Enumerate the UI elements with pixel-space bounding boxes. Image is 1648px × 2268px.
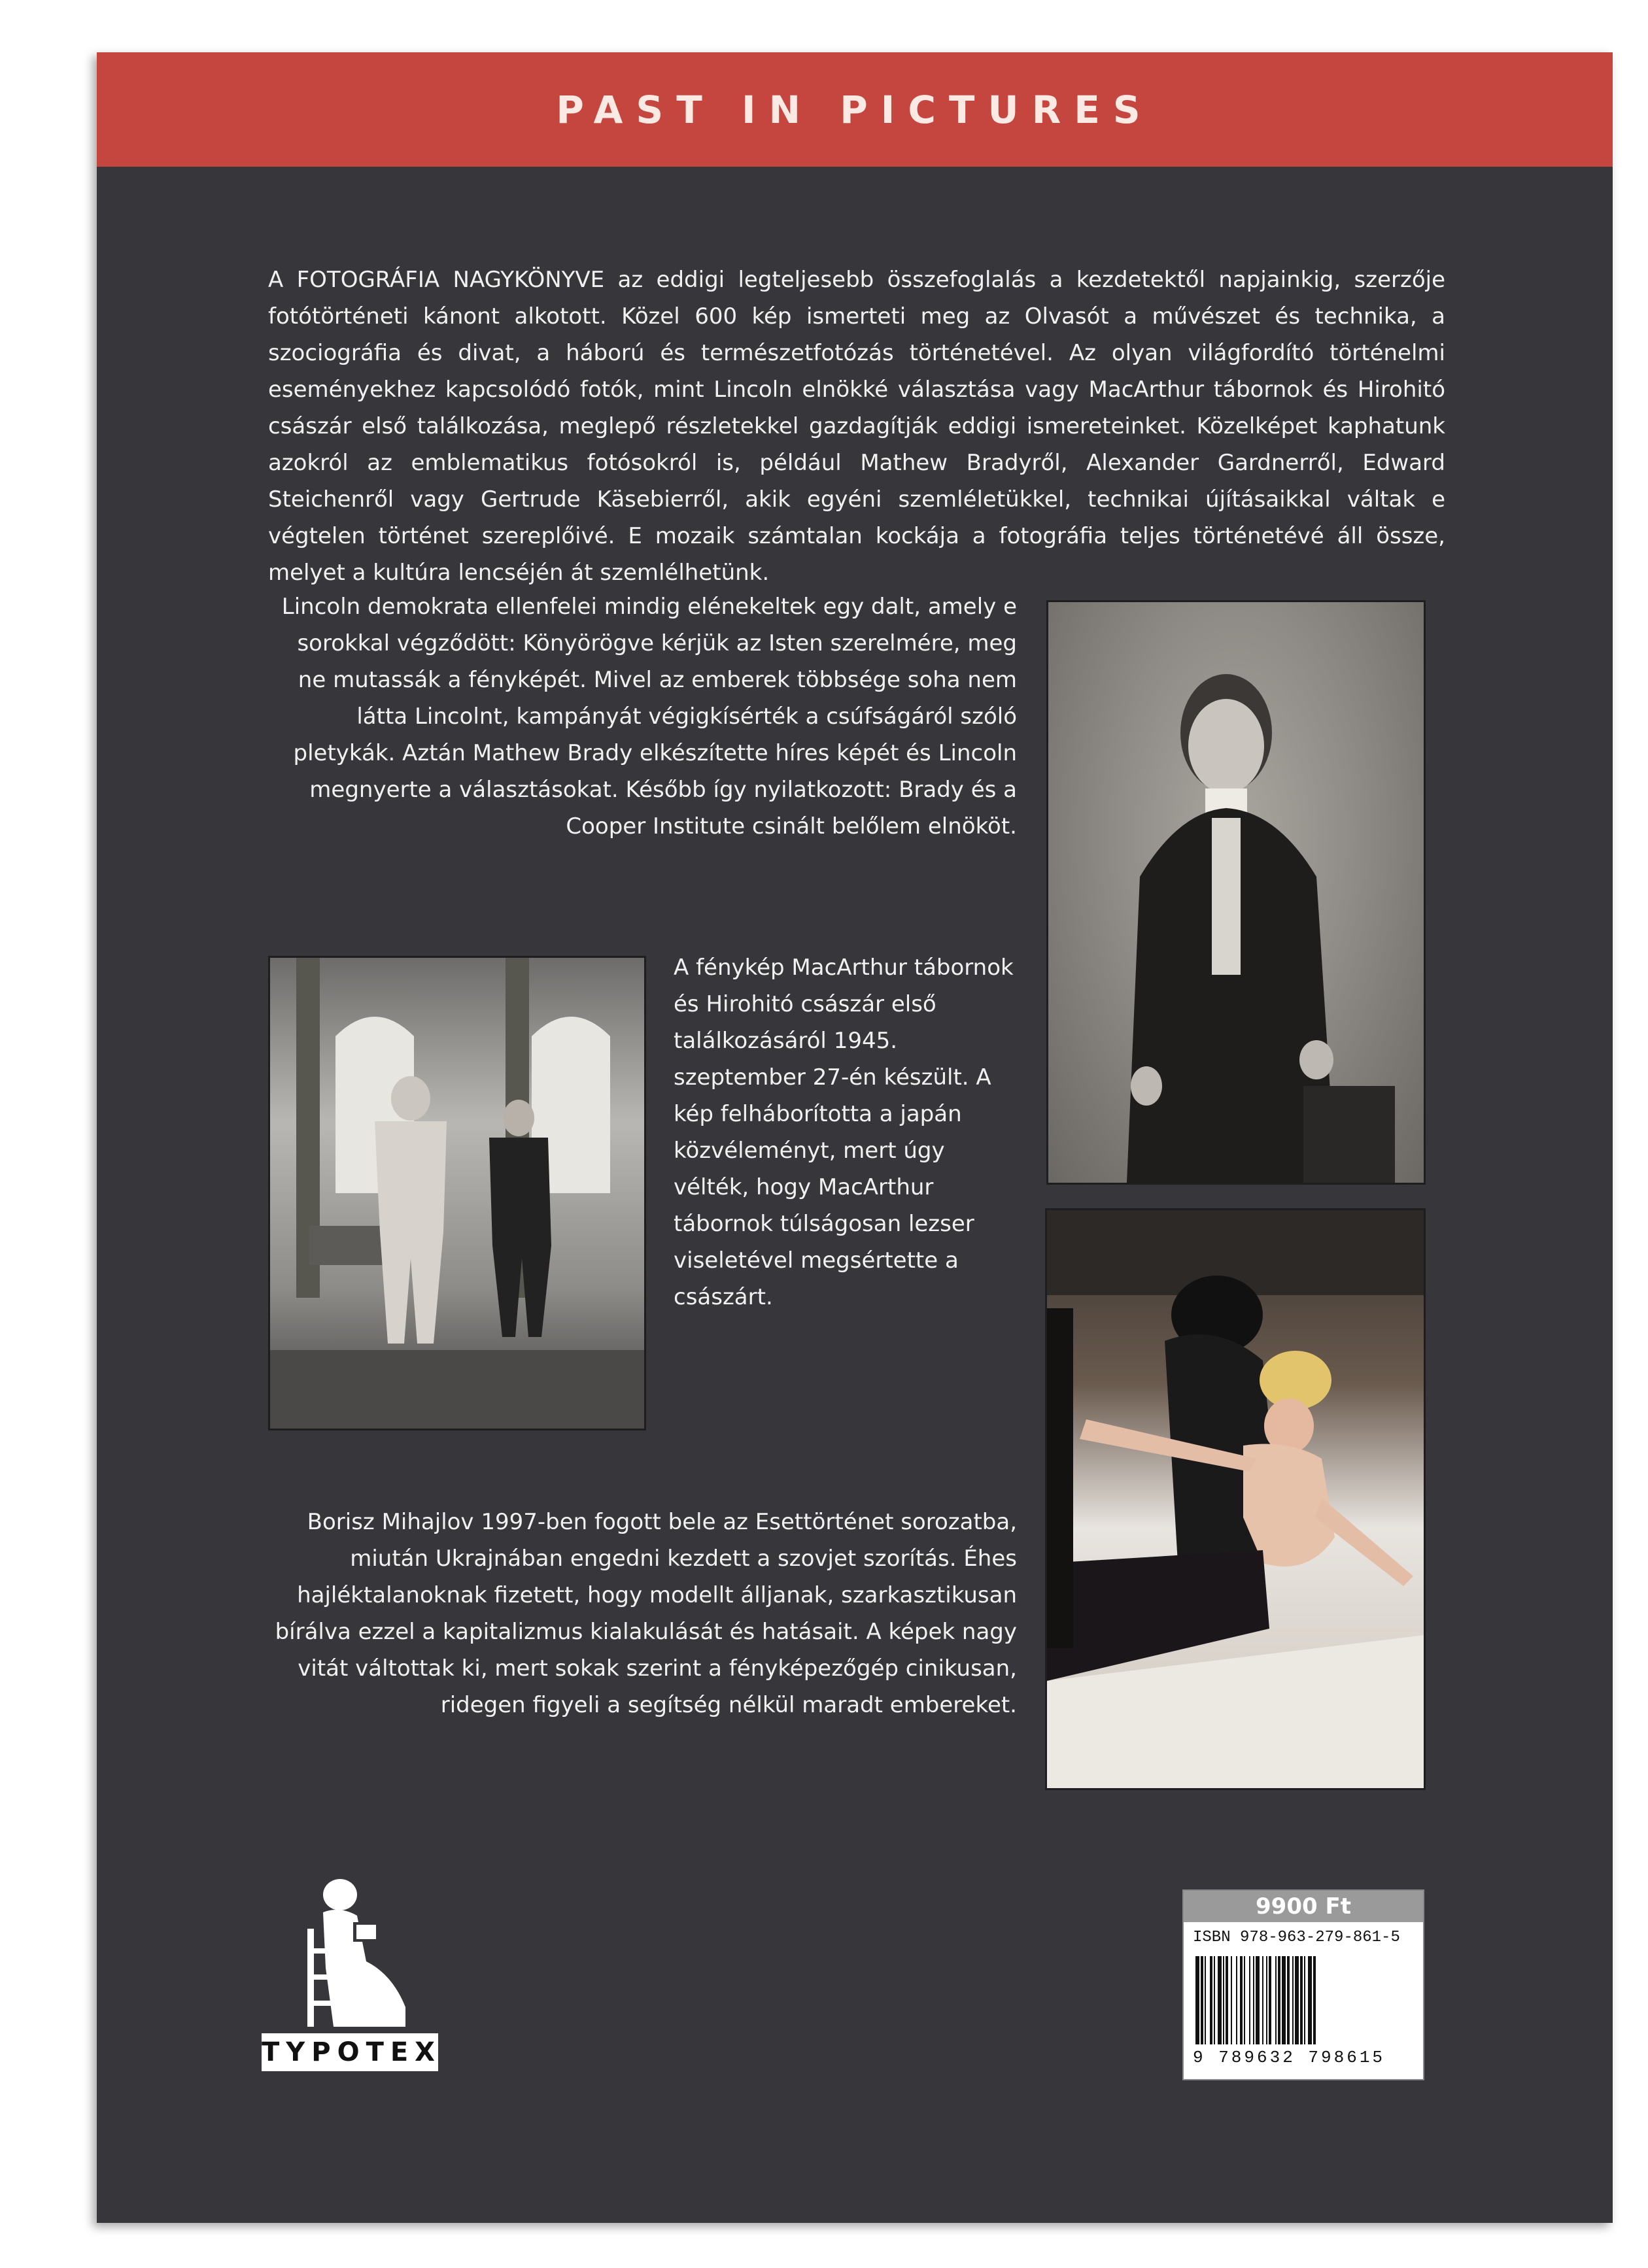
macarthur-caption: A fénykép MacArthur tábornok és Hirohitó császár első találkozásáról 1945. szeptember 27-én készült. A kép felháborította a japán közvéleményt, mert úgy vélték, hogy MacArthur tábornok túlságosan lezser viseletével megsértette a császárt. (674, 955, 1014, 1310)
price-label: 9900 Ft (1184, 1891, 1423, 1922)
lincoln-caption: Lincoln demokrata ellenfelei mindig elénekeltek egy dalt, amely e sorokkal végződött: Könyörögve kérjük az Isten szerelmére, meg ne mutassák a fényképét. Mivel az emberek többsége soha nem látta Lincolnt, kampányát végigkísérték a csúfságáról szóló pletykák. Aztán Mathew Brady elkészítette híres képét és Lincoln megnyerte a választásokat. Később így nyilatkozott: Brady és a Cooper Institute csinált belőlem elnököt. (281, 594, 1017, 839)
ean-number: 9 789632 798615 (1193, 2048, 1386, 2067)
price-barcode-box (1182, 1889, 1424, 2080)
intro-paragraph: A FOTOGRÁFIA NAGYKÖNYVE az eddigi legteljesebb összefoglalás a kezdetektől napjainkig, szerzője fotótörténeti kánont alkotott. Közel 600 kép ismerteti meg az Olvasót a művészet és technika, a szociográfia és divat, a háború és természetfotózás történetével. Az olyan világfordító történelmi eseményekhez kapcsolódó fotók, mint Lincoln elnökké választása vagy MacArthur tábornok és Hirohitó császár első találkozása, meglepő részletekkel gazdagítják eddigi ismereteinket. Közelképet kaphatunk azokról az emblematikus fotósokról is, például Mathew Bradyről, Alexander Gardnerről, Edward Steichenről vagy Gertrude Käsebierről, akik egyéni szemléletükkel, technikai újításaikkal váltak e végtelen történet szereplőivé. E mozaik számtalan kockája a fotográfia teljes történetévé áll össze, melyet a kultúra lencséjén át szemlélhetünk. (268, 267, 1445, 586)
lincoln-portrait-photo (1046, 600, 1426, 1185)
publisher-logo (262, 1876, 445, 2086)
isbn-label: ISBN 978-963-279-861-5 (1193, 1929, 1400, 1946)
barcode-graphic (1193, 1956, 1414, 2048)
series-title: PAST IN PICTURES (556, 87, 1154, 132)
mihajlov-photo (1045, 1208, 1426, 1790)
macarthur-hirohito-illustration (270, 958, 644, 1429)
lincoln-figure-illustration (1048, 602, 1424, 1183)
series-band (97, 52, 1613, 167)
macarthur-hirohito-photo (268, 956, 646, 1430)
mihajlov-caption: Borisz Mihajlov 1997-ben fogott bele az Esettörténet sorozatba, miután Ukrajnában engedni kezdett a szovjet szorítás. Éhes hajléktalanoknak fizetett, hogy modellt álljanak, szarkasztikusan bírálva ezzel a kapitalizmus kialakulását és hatásait. A képek nagy vitát váltottak ki, mert sokak szerint a fényképezőgép cinikusan, ridegen figyeli a segítség nélkül maradt embereket. (275, 1509, 1017, 1718)
mihajlov-scene-illustration (1047, 1210, 1424, 1788)
publisher-name: TYPOTEX (262, 2033, 438, 2071)
reading-woman-icon (294, 1876, 412, 2033)
